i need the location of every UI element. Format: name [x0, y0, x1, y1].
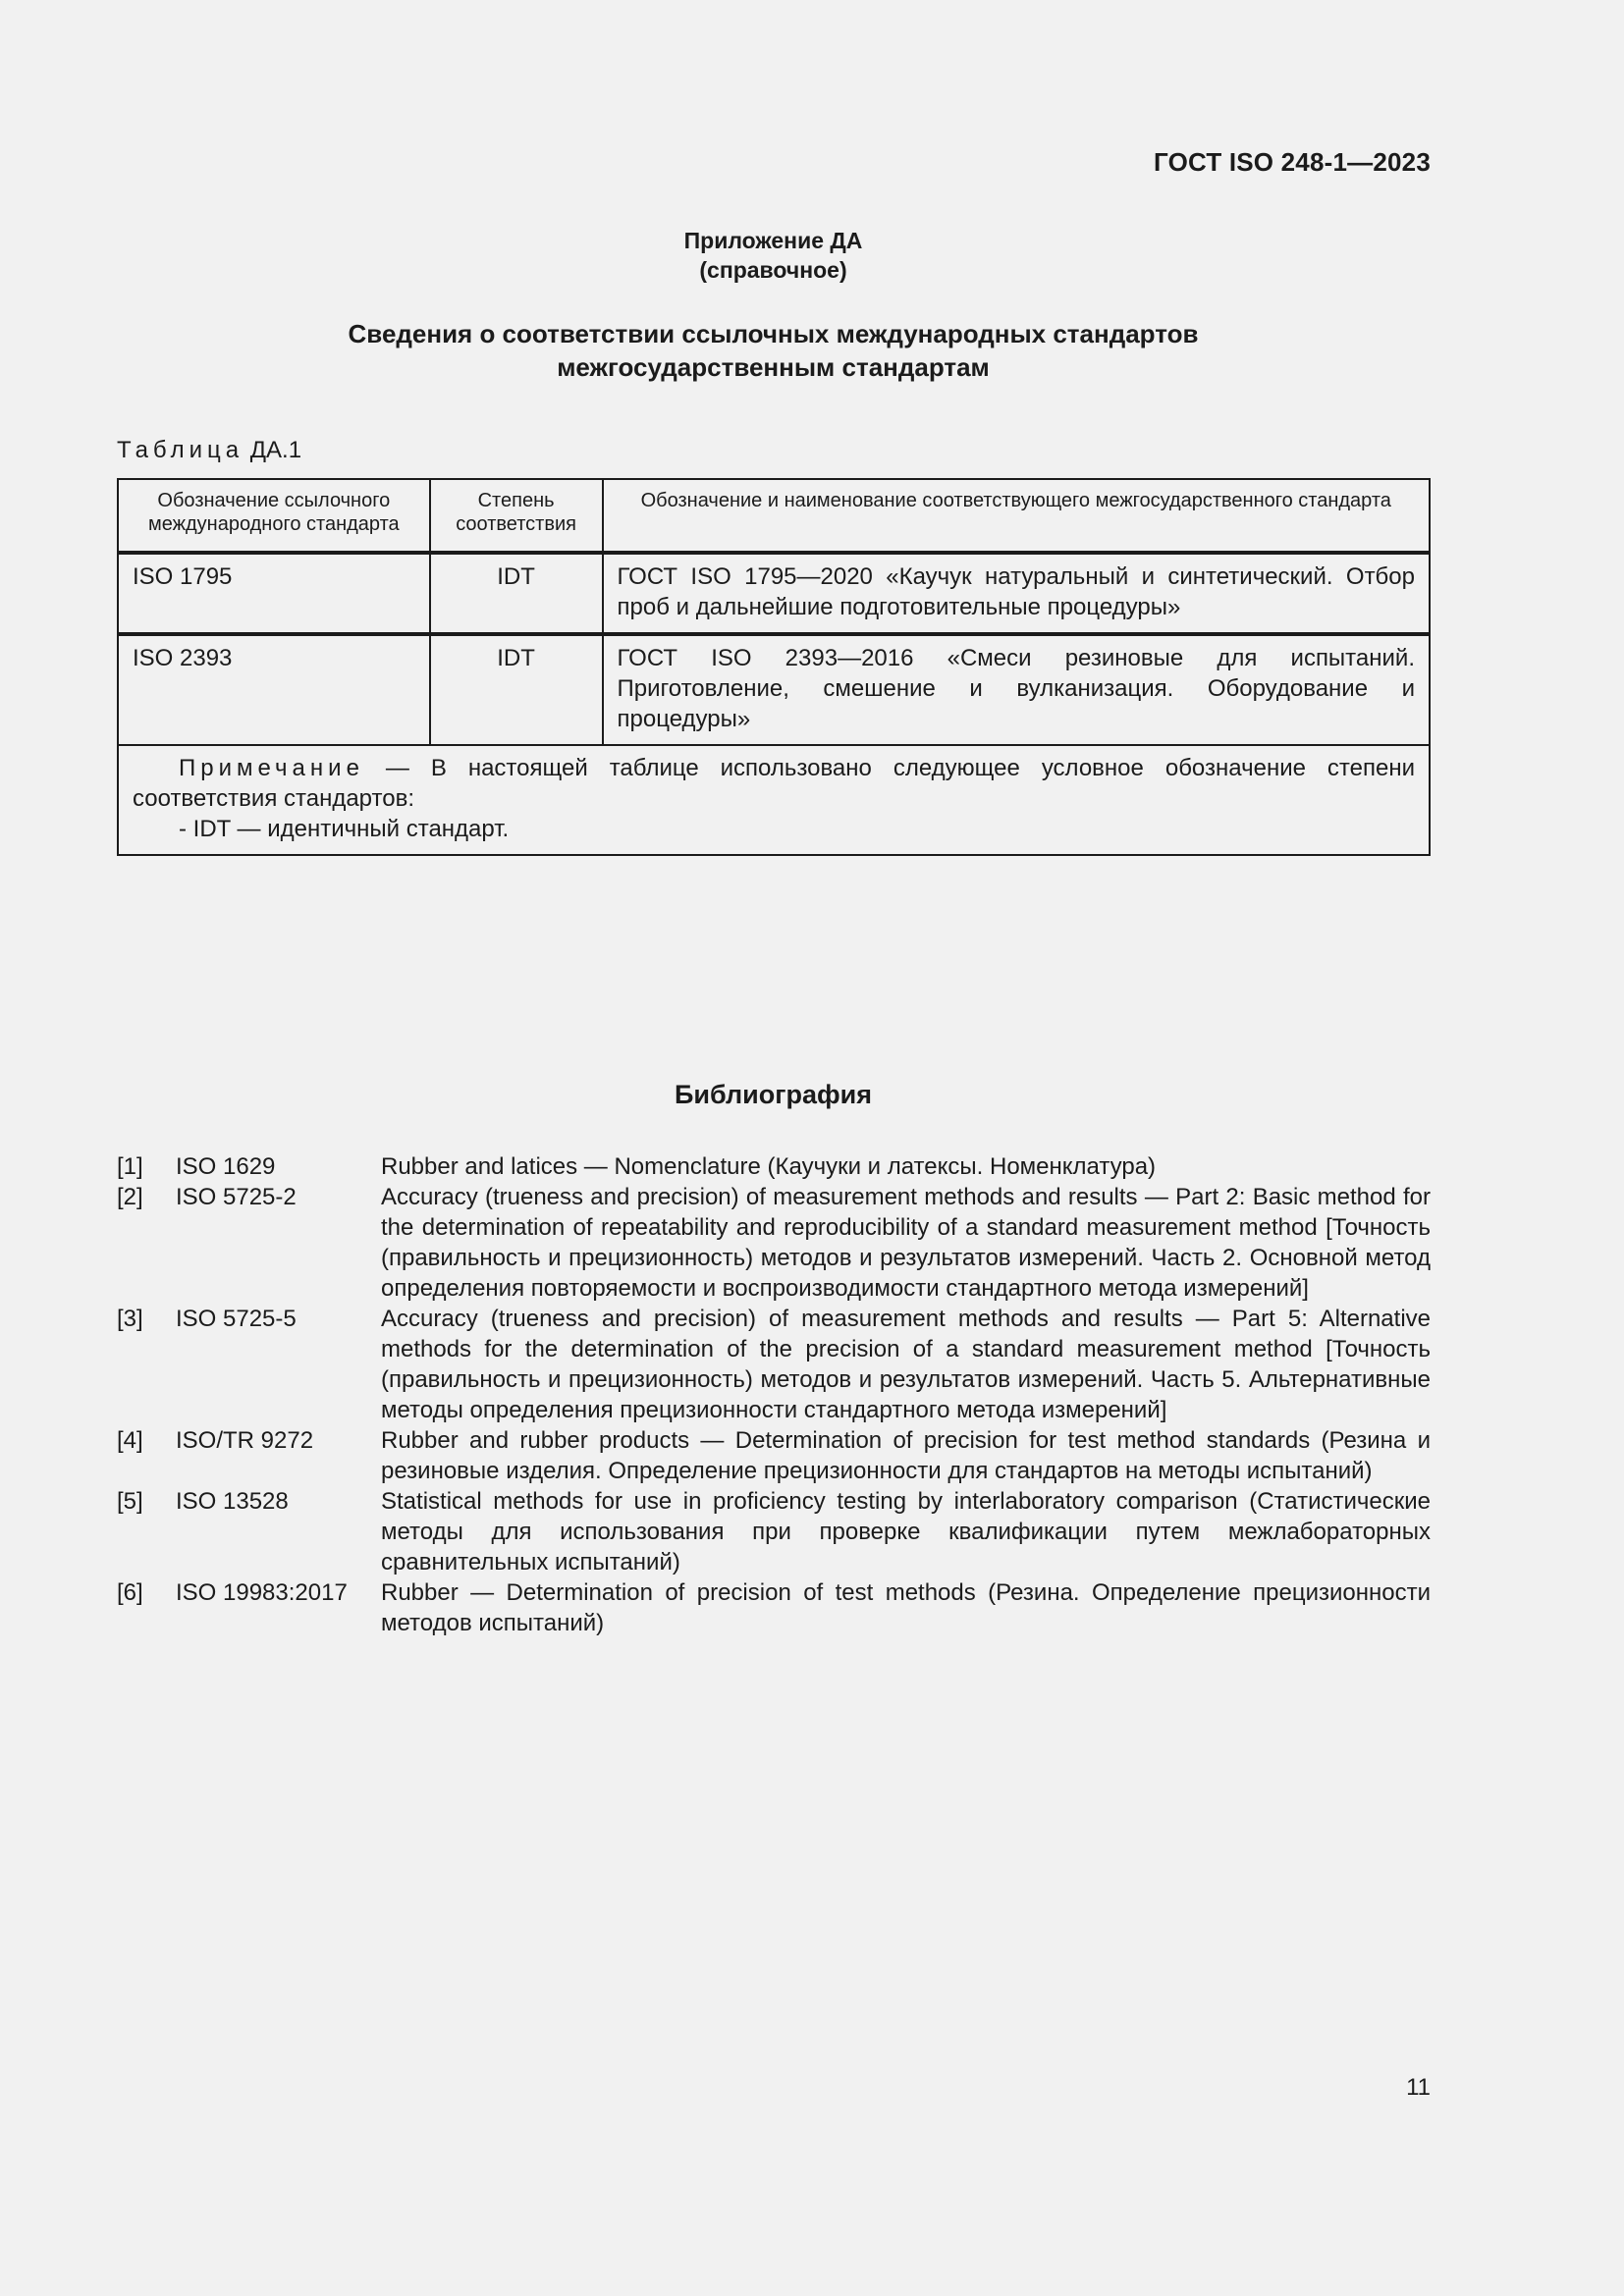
cell-degree: IDT	[430, 634, 603, 745]
entry-code: ISO 5725-2	[176, 1184, 297, 1210]
bibliography-title: Библиография	[675, 1080, 872, 1109]
entry-text: Accuracy (trueness and precision) of measurement methods and results — Part 5: Alternative methods for the determination of the precision of a standard measurement method [Точность (правильность и прецизионность) методов и результатов измерений. Часть 5. Альтернативные методы определения прецизионности стандартного метода измерений]	[381, 1306, 1431, 1423]
bibliography-entry	[117, 1182, 1431, 1304]
entry-number: [1]	[117, 1153, 143, 1180]
entry-number: [4]	[117, 1427, 143, 1454]
table-row	[118, 634, 1430, 745]
entry-code: ISO 19983:2017	[176, 1579, 348, 1606]
entry-code: ISO 13528	[176, 1488, 289, 1515]
note-label: Примечание	[179, 755, 364, 781]
entry-text: Rubber — Determination of precision of test methods (Резина. Определение прецизионности методов испытаний)	[381, 1579, 1431, 1636]
table-row	[118, 553, 1430, 634]
table-header-row	[118, 479, 1430, 553]
page-number: 11	[1406, 2074, 1431, 2101]
cell-standard-name: ГОСТ ISO 2393—2016 «Смеси резиновые для испытаний. Приготовление, смешение и вулканизация. Оборудование и процедуры»	[603, 634, 1430, 745]
entry-number: [3]	[117, 1306, 143, 1332]
entry-text: Rubber and latices — Nomenclature (Каучуки и латексы. Номенклатура)	[381, 1153, 1157, 1180]
note-text: — В настоящей таблице использовано следующее условное обозначение степени соответствия стандартов:	[133, 755, 1415, 812]
entry-text: Accuracy (trueness and precision) of measurement methods and results — Part 2: Basic method for the determination of repeatability and reproducibility of a standard measurement method [Точность (правильность и прецизионность) методов и результатов измерений. Часть 2. Основной метод определения повторяемости и воспроизводимости стандартного метода измерений]	[381, 1184, 1431, 1302]
section-heading-line-2: межгосударственным стандартам	[557, 352, 990, 382]
appendix-title: Приложение ДА	[683, 228, 863, 253]
entry-number: [5]	[117, 1488, 143, 1515]
entry-text: Rubber and rubber products — Determination of precision for test method standards (Резина и резиновые изделия. Определение прецизионности для стандартов на методы испытаний)	[381, 1427, 1431, 1484]
table-note	[118, 745, 1430, 855]
header-degree: Степень соответствия	[430, 479, 603, 553]
bibliography-entry	[117, 1425, 1431, 1486]
bibliography-entry	[117, 1577, 1431, 1638]
standards-table	[117, 478, 1431, 856]
header-interstate-standard: Обозначение и наименование соответствующего межгосударственного стандарта	[603, 479, 1430, 553]
table-caption-id: ДА.1	[249, 437, 302, 463]
cell-standard-code: ISO 2393	[118, 634, 430, 745]
cell-standard-name: ГОСТ ISO 1795—2020 «Каучук натуральный и синтетический. Отбор проб и дальнейшие подготовительные процедуры»	[603, 553, 1430, 634]
bibliography-entry	[117, 1486, 1431, 1577]
appendix-subtitle: (справочное)	[699, 257, 847, 283]
bibliography-entry	[117, 1151, 1431, 1182]
header-international-standard: Обозначение ссылочного международного стандарта	[118, 479, 430, 553]
cell-degree: IDT	[430, 553, 603, 634]
entry-number: [2]	[117, 1184, 143, 1210]
entry-code: ISO 5725-5	[176, 1306, 297, 1332]
document-code: ГОСТ ISO 248-1—2023	[1153, 147, 1431, 177]
entry-text: Statistical methods for use in proficiency testing by interlaboratory comparison (Статистические методы для использования при проверке квалификации путем межлабораторных сравнительных испытаний)	[381, 1488, 1431, 1575]
bibliography-list	[117, 1151, 1431, 1638]
note-item: - IDT — идентичный стандарт.	[179, 816, 510, 842]
section-heading-line-1: Сведения о соответствии ссылочных международных стандартов	[348, 319, 1199, 348]
entry-code: ISO 1629	[176, 1153, 276, 1180]
section-heading	[0, 317, 1546, 384]
cell-standard-code: ISO 1795	[118, 553, 430, 634]
table-caption-word: Таблица	[117, 437, 244, 463]
entry-code: ISO/TR 9272	[176, 1427, 314, 1454]
bibliography-entry	[117, 1304, 1431, 1425]
entry-number: [6]	[117, 1579, 143, 1606]
table-note-row	[118, 745, 1430, 855]
appendix-title-block	[0, 226, 1546, 285]
table-caption	[117, 437, 301, 464]
